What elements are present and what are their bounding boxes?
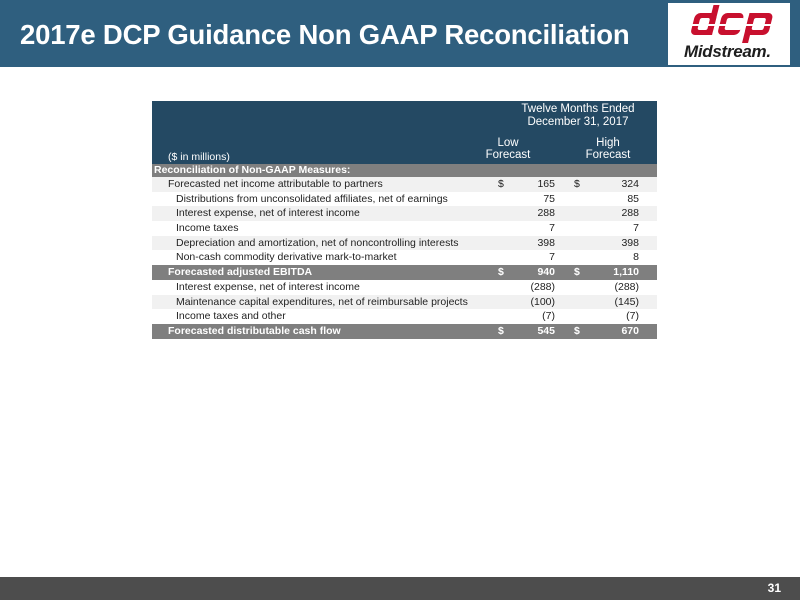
low-value: 545 xyxy=(537,324,555,337)
dollar-sign: $ xyxy=(574,266,580,279)
table-row xyxy=(152,295,657,310)
footer-bar xyxy=(0,577,800,600)
table-row xyxy=(152,236,657,251)
page-number: 31 xyxy=(767,581,781,595)
high-value: 85 xyxy=(627,192,639,205)
table-row xyxy=(152,280,657,295)
low-value: 165 xyxy=(537,178,555,190)
high-value: 288 xyxy=(621,207,639,220)
slide-title: 2017e DCP Guidance Non GAAP Reconciliation xyxy=(20,19,630,50)
high-value: 324 xyxy=(621,178,639,190)
total-row-adjusted-ebitda xyxy=(152,265,657,280)
low-value: 398 xyxy=(537,236,555,249)
dcp-midstream-logo xyxy=(668,3,790,65)
units-label: ($ in millions) xyxy=(168,151,230,163)
column-header-low xyxy=(472,137,544,161)
low-value: 7 xyxy=(549,251,555,264)
title-bar xyxy=(0,0,800,67)
row-label: Non-cash commodity derivative mark-to-market xyxy=(176,251,397,264)
high-value: 8 xyxy=(633,251,639,264)
column-header-high-line1: High xyxy=(596,137,620,149)
dollar-sign: $ xyxy=(498,266,504,279)
low-value: (100) xyxy=(530,295,555,308)
dollar-sign: $ xyxy=(574,178,580,190)
column-header-high xyxy=(572,137,644,161)
column-header-high-line2: Forecast xyxy=(585,149,631,161)
section-header: Reconciliation of Non-GAAP Measures: xyxy=(152,164,657,177)
column-header-low-line1: Low xyxy=(497,137,519,149)
dollar-sign: $ xyxy=(498,178,504,190)
row-label: Depreciation and amortization, net of noncontrolling interests xyxy=(176,236,459,249)
low-value: 940 xyxy=(537,266,555,279)
dollar-sign: $ xyxy=(574,324,580,337)
high-value: (145) xyxy=(614,295,639,308)
dollar-sign: $ xyxy=(498,324,504,337)
row-label: Forecasted adjusted EBITDA xyxy=(168,266,313,279)
table-row xyxy=(152,250,657,265)
low-value: (288) xyxy=(530,280,555,293)
total-row-distributable-cash-flow xyxy=(152,324,657,339)
high-value: 398 xyxy=(621,236,639,249)
high-value: 1,110 xyxy=(613,266,639,279)
low-value: (7) xyxy=(542,310,555,323)
reconciliation-table xyxy=(152,101,657,339)
table-row xyxy=(152,221,657,236)
low-value: 288 xyxy=(537,207,555,220)
low-value: 7 xyxy=(549,222,555,235)
row-label: Interest expense, net of interest income xyxy=(176,207,360,220)
row-label: Maintenance capital expenditures, net of reimbursable projects xyxy=(176,295,468,308)
period-header: Twelve Months Ended December 31, 2017 xyxy=(521,103,635,128)
table-row xyxy=(152,206,657,221)
row-label: Distributions from unconsolidated affiliates, net of earnings xyxy=(176,192,448,205)
high-value: (7) xyxy=(626,310,639,323)
table-row xyxy=(152,177,657,192)
row-label: Forecasted distributable cash flow xyxy=(168,324,341,337)
high-value: 7 xyxy=(633,222,639,235)
table-header xyxy=(152,101,657,164)
high-value: 670 xyxy=(621,324,639,337)
row-label: Forecasted net income attributable to partners xyxy=(168,178,383,190)
midstream-wordmark: Midstream. xyxy=(684,42,771,61)
row-label: Income taxes xyxy=(176,222,239,235)
low-value: 75 xyxy=(543,192,555,205)
table-row xyxy=(152,309,657,324)
dcp-logo-mark xyxy=(682,3,786,43)
row-label: Interest expense, net of interest income xyxy=(176,280,360,293)
row-label: Income taxes and other xyxy=(176,310,286,323)
table-row xyxy=(152,192,657,207)
column-header-low-line2: Forecast xyxy=(485,149,531,161)
high-value: (288) xyxy=(614,280,639,293)
